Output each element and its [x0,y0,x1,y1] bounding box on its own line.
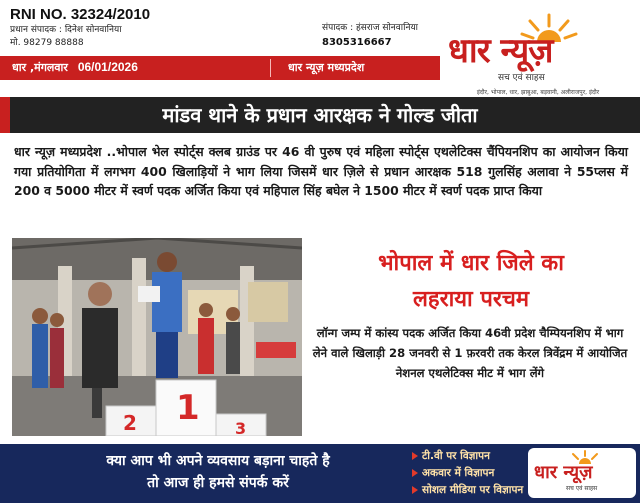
logo-name: धार न्यूज़ [448,31,553,71]
sub-headline-line: लहराया परचम [412,287,530,312]
ad-logo-tagline: सच एवं साहस [566,485,598,492]
article-body: धार न्यूज़ मध्यप्रदेश ..भोपाल भेल स्पोर्ट्स क्लब ग्राउंड पर 46 वी पुरुष एवं महिला स्पोर्ट्स एथलेटिक्स चैंपियनशिप का आयोजन किया गया प्रतियोगिता में लगभग 400 खिलाड़ियों ने भाग लिया जिसमें धार ज़िले से प्रधान आरक्षक 518 गुलसिंह अलावा ने 55प्लस में 200 व 5000 मीटर में स्वर्ण पदक अर्जित किया एवं महिपाल सिंह बघेल ने 1500 मीटर में स्वर्ण पदक प्राप्त किया [14,144,628,198]
ad-line: तो आज ही हमसे संपर्क करें [147,475,289,491]
ad-logo [528,448,636,498]
section-label: धार न्यूज़ मध्यप्रदेश [288,61,365,74]
strip-divider [270,59,271,77]
ad-service-item: टी.वी पर विज्ञापन [412,447,524,464]
triangle-bullet-icon [412,486,418,494]
ad-service-item: सोशल मीडिया पर विज्ञापन [412,481,524,498]
sub-headline-line: भोपाल में धार जिले का [378,251,564,276]
headline: मांडव थाने के प्रधान आरक्षक ने गोल्ड जीता [162,103,478,127]
ad-logo-name: धार न्यूज़ [534,462,593,483]
chief-editor: प्रधान संपादक : दिनेश सोनवानिया [10,25,122,35]
podium-number: 1 [176,388,200,428]
logo-tagline: सच एवं साहस [498,73,545,83]
editor-name: संपादक : हंसराज सोनवानिया [322,23,419,33]
sub-text: लॉन्ग जम्प में कांस्य पदक अर्जित किया 46वी प्रदेश चैम्पियनशिप में भाग लेने वाले खिलाड़ी 28 जनवरी से 1 फ़रवरी तक केरल त्रिवेंद्रम में आयोजित नेशनल एथलेटिक्स मीट में भाग लेंगे [312,326,628,380]
day-label: धार ,मंगलवार [12,61,68,74]
chief-editor-phone: मो. 98279 88888 [10,38,84,48]
date-strip [0,56,440,80]
ad-service-item: अकवार में विज्ञापन [412,464,524,481]
masthead-left [10,6,200,50]
logo-cities: इंदौर, भोपाल, धार, झाबुआ, बड़वानी, अलीराजपुर, इंदौर [476,89,600,96]
ad-services-list [412,447,524,498]
podium-number: 3 [235,419,247,436]
headline-banner [0,97,640,133]
triangle-bullet-icon [412,452,418,460]
dhar-news-logo [440,8,636,98]
sub-headline [306,246,636,318]
ad-line: क्या आप भी अपने व्यवसाय बड़ाना चाहते है [106,453,330,469]
event-photo [12,238,302,436]
podium-number: 2 [123,411,137,435]
triangle-bullet-icon [412,469,418,477]
advertisement-banner [0,444,640,503]
rni-number: RNI NO. 32324/2010 [10,6,151,23]
date-value: 06/01/2026 [77,60,138,74]
editor-phone: 8305316667 [322,37,392,48]
masthead-editor [322,22,418,51]
